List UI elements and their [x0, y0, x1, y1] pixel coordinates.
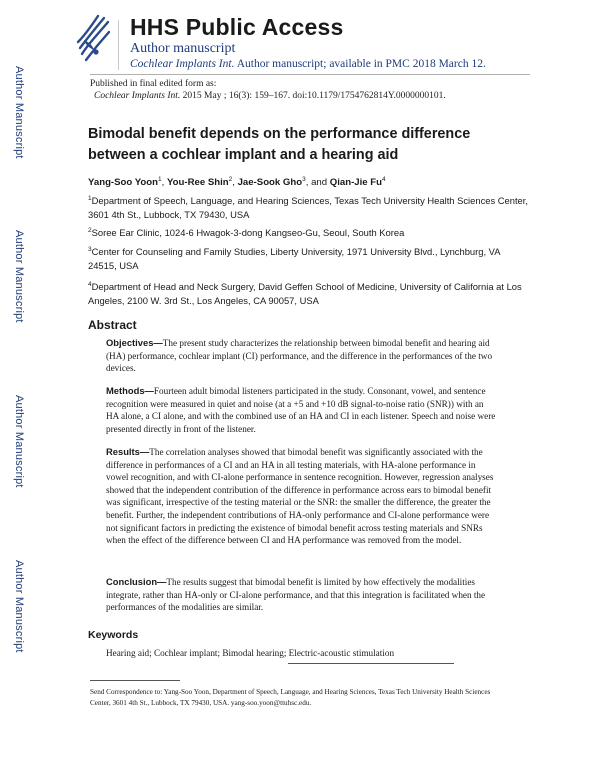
- methods-text: Fourteen adult bimodal listeners participated in the study. Consonant, vowel, and sentence recognition were measured in quiet and noise (at a +5 and +10 dB signal-to-noise ratio (SNR)) with an HA alone, a CI alone, and with the combined use of an HA and CI in each listener. Speech and noise were presented directly in front of the listener.: [106, 386, 496, 434]
- header-availability: Author manuscript; available in PMC 2018 March 12.: [236, 58, 486, 70]
- keywords-rule: [288, 663, 454, 664]
- abstract-conclusion: [106, 576, 496, 614]
- results-label: Results—: [106, 446, 150, 457]
- affiliation-text: Soree Ear Clinic, 1024-6 Hwagok-3-dong Kangseo-Gu, Seoul, South Korea: [91, 227, 405, 239]
- objectives-label: Objectives—: [106, 337, 163, 348]
- affiliation-sup: 4: [88, 281, 92, 288]
- publication-info: [90, 78, 446, 102]
- publication-journal: Cochlear Implants Int.: [94, 91, 181, 101]
- hhs-public-access-title: HHS Public Access: [130, 14, 344, 40]
- author-name: Jae-Sook Gho: [237, 177, 303, 189]
- hhs-eagle-logo-icon: [74, 10, 112, 66]
- author-and: and: [311, 177, 328, 189]
- author-name: Yang-Soo Yoon: [88, 177, 158, 189]
- methods-label: Methods—: [106, 385, 154, 396]
- sidebar-author-manuscript-label: Author Manuscript: [13, 560, 25, 653]
- publication-citation-text: 2015 May ; 16(3): 159–167. doi:10.1179/1754762814Y.0000000101.: [182, 91, 446, 101]
- affiliation-sup: 3: [88, 246, 92, 253]
- author-list: Yang-Soo Yoon$^1$, You-Ree Shin$^2$, Jae-Sook Gho$^3$, and Qian-Jie Fu$^4$: [88, 176, 386, 189]
- author-affiliation-sup: 3: [302, 176, 306, 183]
- correspondence-footnote: Send Correspondence to: Yang-Soo Yoon, Department of Speech, Language, and Hearing Sciences, Texas Tech University Health Sciences Center, 3601 4th St., Lubbock, TX 79430, USA. yang-soo.yoon@ttuhsc.edu.: [90, 688, 491, 707]
- affiliation-text: Department of Speech, Language, and Hearing Sciences, Texas Tech University Health Sciences Center, 3601 4th St., Lubbock, TX 79430, USA: [88, 195, 528, 220]
- keywords-heading: Keywords: [88, 629, 139, 641]
- affiliation-2: [88, 224, 528, 240]
- affiliation-4: [88, 278, 528, 307]
- article-title: Bimodal benefit depends on the performance difference between a cochlear implant and a hearing aid: [88, 126, 471, 163]
- published-label: Published in final edited form as:: [90, 79, 217, 89]
- conclusion-text: The results suggest that bimodal benefit is limited by how effectively the modalities integrate, rather than HA-only or CI-alone performance, and that this integration is facilitated when the performances of the modalities are similar.: [106, 577, 486, 613]
- footnote-rule: [90, 680, 180, 681]
- author-name: You-Ree Shin: [166, 177, 229, 189]
- abstract-heading: Abstract: [88, 318, 137, 332]
- abstract-objectives: [106, 337, 496, 375]
- abstract-results: [106, 446, 496, 547]
- header-bottom-rule: [90, 74, 530, 75]
- header-journal-citation: [130, 58, 486, 70]
- author-affiliation-sup: 2: [228, 176, 233, 183]
- affiliation-sup: 2: [88, 227, 92, 234]
- objectives-text: The present study characterizes the relationship between bimodal benefit and hearing aid (HA) performance, cochlear implant (CI) performance, and the difference in the performances of the two devices.: [106, 338, 493, 374]
- sidebar-author-manuscript-label: Author Manuscript: [13, 66, 25, 159]
- results-text: The correlation analyses showed that bimodal benefit was significantly associated with the difference in performances of a CI and an HA in all testing materials, with HA-alone performance in vowel recognition, and with CI-alone performance in sentence recognition. However, regression analyses showed that the independent contribution of the difference in performance across ears to bimodal benefit was significant, irrespective of the testing material or the SNR: the smaller the difference, the greater the benefit. Further, the independent contributions of HA-only performance and CI-alone performance were not significant factors in predicting the existence of bimodal benefit across testing materials and SNRs when the effect of the difference between CI and HA performance was removed from the model.: [106, 447, 494, 546]
- abstract-methods: [106, 385, 496, 435]
- affiliation-3: [88, 243, 528, 272]
- author-affiliation-sup: 1: [158, 176, 162, 183]
- affiliation-text: Department of Head and Neck Surgery, David Geffen School of Medicine, University of California at Los Angeles, 2100 W. 3rd St., Los Angeles, CA 90057, USA: [88, 281, 522, 306]
- author-affiliation-sup: 4: [382, 176, 386, 183]
- author-manuscript-subtitle: Author manuscript: [130, 41, 236, 56]
- sidebar-author-manuscript-label: Author Manuscript: [13, 395, 25, 488]
- sidebar-author-manuscript-label: Author Manuscript: [13, 230, 25, 323]
- header-divider: [118, 20, 119, 70]
- conclusion-label: Conclusion—: [106, 576, 167, 587]
- keywords-text: Hearing aid; Cochlear implant; Bimodal hearing; Electric-acoustic stimulation: [106, 648, 395, 658]
- author-name: Qian-Jie Fu: [329, 177, 383, 189]
- affiliation-sup: 1: [88, 195, 92, 202]
- affiliation-text: Center for Counseling and Family Studies, Liberty University, 1971 University Blvd., Lynchburg, VA 24515, USA: [88, 246, 500, 271]
- header-journal-name: Cochlear Implants Int.: [130, 58, 235, 70]
- publication-citation: [90, 90, 446, 102]
- affiliation-1: [88, 192, 528, 221]
